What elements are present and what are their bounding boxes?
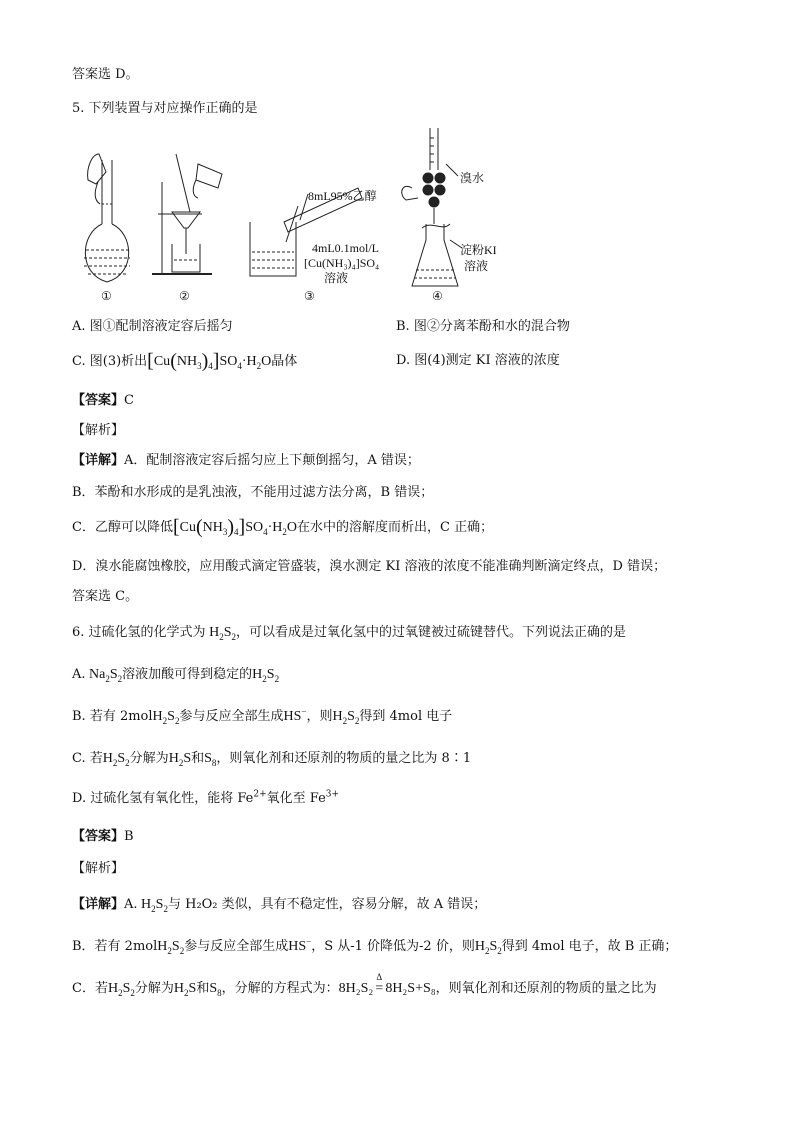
q5-detail-c: C．乙醇可以降低$[Cu(NH_3)_4]SO_4\cdot H_2O$在水中的溶解度而析出，C 正确； — [72, 516, 494, 538]
q6-detail-a: 【详解】A. $H_2S_2$与 H₂O₂ 类似，具有不稳定性，容易分解，故 A 错误； — [72, 897, 487, 914]
label-bromine-water: 溴水 — [460, 171, 485, 185]
q5-stem: 5. 下列装置与对应操作正确的是 — [72, 101, 258, 116]
q6-option-c: C. 若$H_2S_2$分解为$H_2S$和$S_8$，则氧化剂和还原剂的物质的量之比为 8∶1 — [72, 751, 472, 768]
q6-detail-c: C．若$H_2S_2$分解为$H_2S$和$S_8$，分解的方程式为：8H₂S₂ Δ = 8H₂S+S₈，则氧化剂和还原剂的物质的量之比为 — [72, 972, 657, 998]
label-n1: ① — [101, 289, 112, 303]
q5-option-d: D. 图(4)测定 KI 溶液的浓度 — [396, 353, 560, 368]
q5-detail-d: D．溴水能腐蚀橡胶，应用酸式滴定管盛装，溴水测定 KI 溶液的浓度不能准确判断滴定终点，D 错误； — [72, 559, 667, 574]
label-n4: ④ — [432, 289, 443, 303]
q6-option-d: D. 过硫化氢有氧化性，能将 $Fe^{2+}$氧化至 $Fe^{3+}$ — [72, 789, 340, 806]
label-solution-3: 溶液 — [324, 271, 349, 285]
q5-answer: 【答案】C — [72, 393, 134, 408]
label-ki-2: 溶液 — [464, 259, 489, 273]
q5-conclusion: 答案选 C。 — [72, 589, 139, 604]
titration-diagram — [402, 128, 497, 303]
label-ethanol: 8mL95%乙醇 — [308, 189, 377, 203]
label-solution-2: [Cu(NH₃)₄]SO₄ — [304, 256, 380, 270]
label-ki-1: 淀粉KI — [460, 243, 497, 257]
previous-answer: 答案选 D。 — [72, 67, 139, 82]
beaker-testtube-diagram — [250, 188, 379, 303]
q5-apparatus-figure — [72, 124, 497, 306]
q5-detail-a: 【详解】A．配制溶液定容后摇匀应上下颠倒摇匀，A 错误； — [72, 453, 420, 468]
label-solution-1: 4mL0.1mol/L — [312, 241, 379, 255]
q5-analysis-heading: 【解析】 — [72, 423, 125, 438]
q6-detail-b: B．若有 $2molH_2S_2$参与反应全部生成HS−，S 从-1 价降低为-2 价，则$H_2S_2$得到 4mol 电子，故 B 正确； — [72, 936, 678, 956]
q6-answer: 【答案】B — [72, 829, 134, 844]
q6-option-a: A. $Na_2S_2$溶液加酸可得到稳定的$H_2S_2$ — [72, 667, 280, 684]
q5-detail-b: B．苯酚和水形成的是乳浊液，不能用过滤方法分离，B 错误； — [72, 485, 434, 500]
q6-analysis-heading: 【解析】 — [72, 861, 125, 876]
decomposition-equation: 8H₂S₂ Δ = 8H₂S+S₈ — [338, 972, 436, 996]
q5-option-a: A. 图①配制溶液定容后摇匀 — [72, 319, 233, 334]
filtration-diagram — [152, 154, 222, 303]
q6-stem: 6. 过硫化氢的化学式为 $H_2S_2$，可以看成是过氧化氢中的过氧键被过硫键替代。下列说法正确的是 — [72, 625, 626, 642]
q5-option-c: C. 图(3)析出$[Cu(NH_3)_4]SO_4\cdot H_2O$晶体 — [72, 350, 298, 372]
label-n2: ② — [179, 289, 190, 303]
q6-option-b: B. 若有 $2molH_2S_2$参与反应全部生成HS−，则$H_2S_2$得到 4mol 电子 — [72, 706, 453, 726]
volumetric-flask-diagram — [84, 154, 130, 303]
q5-option-b: B. 图②分离苯酚和水的混合物 — [396, 319, 570, 334]
label-n3: ③ — [304, 289, 315, 303]
